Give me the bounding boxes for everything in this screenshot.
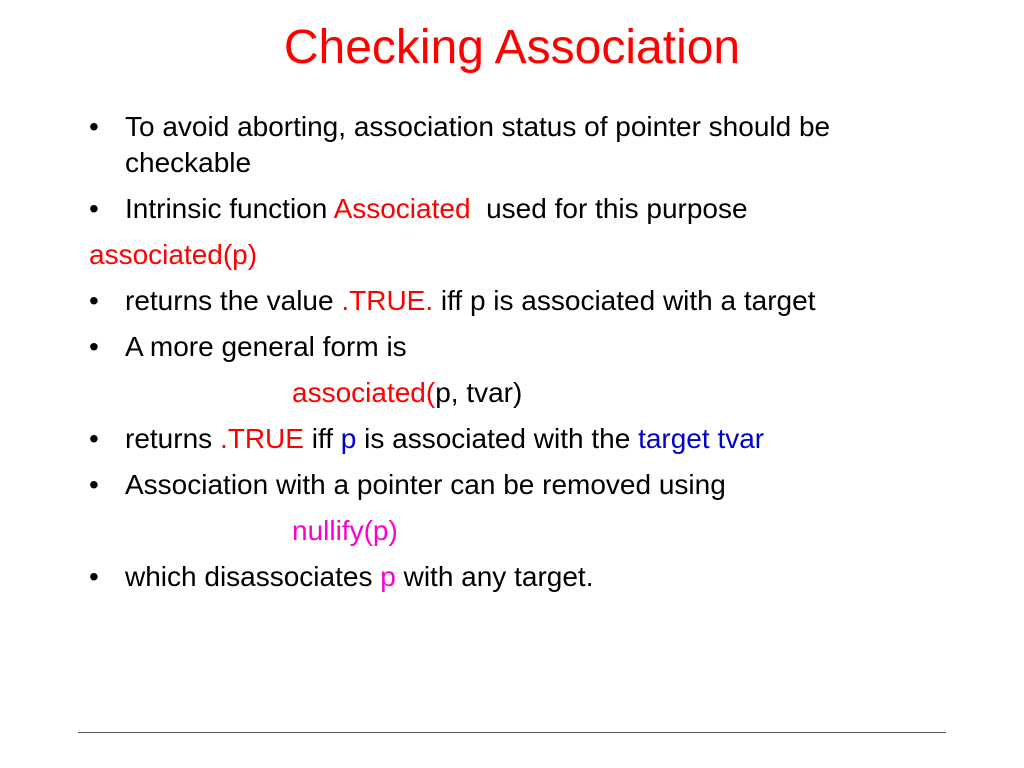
bullet-dot: •: [89, 561, 99, 592]
slide-content: [84, 109, 944, 605]
code-args: p, tvar): [435, 377, 523, 408]
bullet-general-form: [84, 329, 944, 365]
bullet-text-post: used for this purpose: [470, 193, 748, 224]
bullet-text-mid: is associated with the: [356, 423, 639, 454]
code-nullify-p: nullify(p): [292, 515, 398, 546]
bullet-dot: •: [89, 193, 99, 224]
bullet-returns-true: [84, 421, 944, 457]
associated-keyword: Associated: [333, 193, 471, 224]
slide-title: Checking Association: [283, 21, 741, 74]
bullet-text-pre: returns the value: [125, 285, 342, 316]
target-tvar: target tvar: [638, 423, 765, 454]
footer-divider: [78, 732, 946, 733]
bullet-returns-value: [84, 283, 944, 319]
bullet-text-post: iff p is associated with a target: [433, 285, 816, 316]
code-associated-p: associated(p): [89, 239, 258, 270]
true-keyword: .TRUE.: [341, 285, 434, 316]
pointer-p: p: [380, 561, 396, 592]
bullet-text-pre: which disassociates: [125, 561, 381, 592]
code-func: associated(: [292, 377, 436, 408]
code-associated-p-tvar: [292, 375, 944, 411]
bullet-dot: •: [89, 469, 99, 500]
bullet-text-pre: Intrinsic function: [125, 193, 334, 224]
bullet-text: A more general form is: [125, 331, 407, 362]
bullet-association-removed: [84, 467, 944, 503]
bullet-text-pre: returns: [125, 423, 220, 454]
bullet-text-post: with any target.: [395, 561, 594, 592]
bullet-dot: •: [89, 423, 99, 454]
bullet-text: To avoid aborting, association status of pointer should be checkable: [125, 111, 831, 178]
bullet-text: Association with a pointer can be removed using: [125, 469, 726, 500]
bullet-text-mid: iff: [303, 423, 341, 454]
bullet-dot: •: [89, 111, 99, 142]
pointer-p: p: [340, 423, 357, 454]
bullet-avoid-aborting: [84, 109, 944, 181]
bullet-dot: •: [89, 331, 99, 362]
bullet-dot: •: [89, 285, 99, 316]
true-keyword: .TRUE: [219, 423, 304, 454]
bullet-intrinsic-function: [84, 191, 944, 227]
bullet-disassociates: [84, 559, 944, 595]
